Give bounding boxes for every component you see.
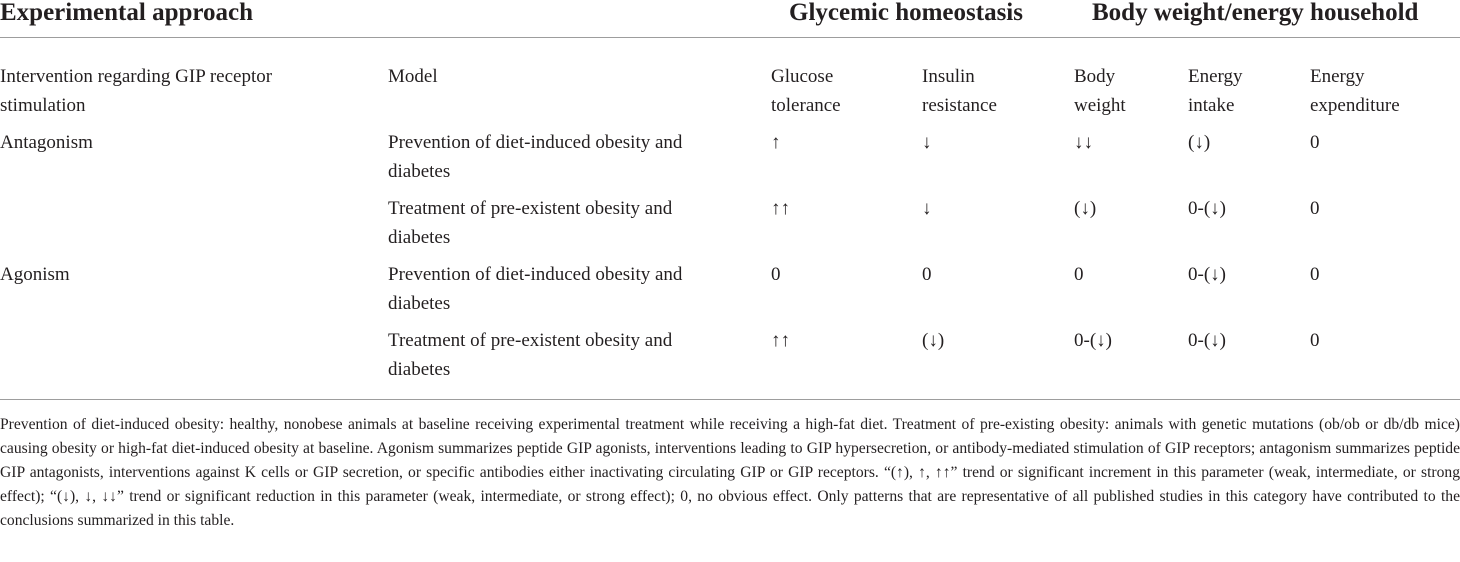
cell-energy-expenditure: 0 (1310, 132, 1320, 153)
cell-model: Treatment of pre-existent obesity and diabetes (388, 330, 673, 380)
cell-insulin-resistance: ↓ (922, 198, 932, 219)
cell-glucose-tolerance: 0 (771, 264, 781, 285)
section-header-row (0, 0, 1460, 36)
cell-model: Prevention of diet-induced obesity and diabetes (388, 264, 683, 314)
cell-body-weight: (↓) (1074, 198, 1097, 219)
cell-intervention: Agonism (0, 264, 70, 285)
cell-energy-expenditure: 0 (1310, 330, 1320, 351)
column-header-intervention: Intervention regarding GIP receptor stimulation (0, 66, 273, 116)
cell-model: Prevention of diet-induced obesity and diabetes (388, 132, 683, 182)
cell-body-weight: 0 (1074, 264, 1084, 285)
cell-energy-expenditure: 0 (1310, 264, 1320, 285)
cell-energy-intake: 0-(↓) (1188, 198, 1226, 219)
cell-insulin-resistance: (↓) (922, 330, 945, 351)
cell-energy-intake: (↓) (1188, 132, 1211, 153)
table-bottom-divider (0, 399, 1460, 400)
cell-glucose-tolerance: ↑ (771, 132, 781, 153)
cell-insulin-resistance: 0 (922, 264, 932, 285)
section-body-weight-energy: Body weight/energy household (1092, 0, 1419, 26)
cell-intervention: Antagonism (0, 132, 93, 153)
table-footnote: Prevention of diet-induced obesity: healthy, nonobese animals at baseline receiving experimental treatment while receiving a high-fat diet. Treatment of pre-existing obesity: animals with genetic mutations (ob/ob or db/db mice) causing obesity or high-fat diet-induced obesity at baseline. Agonism summarizes peptide GIP agonists, interventions leading to GIP hypersecretion, or antibody-mediated stimulation of GIP receptors; antagonism summarizes peptide GIP antagonists, interventions against K cells or GIP secretion, or specific antibodies either inactivating circulating GIP or GIP receptors. “(↑), ↑, ↑↑” trend or significant increment in this parameter (weak, intermediate, or strong effect); “(↓), ↓, ↓↓” trend or significant reduction in this parameter (weak, intermediate, or strong effect); 0, no obvious effect. Only patterns that are representative of all published studies in this category have contributed to the conclusions summarized in this table. (0, 416, 1460, 529)
cell-energy-expenditure: 0 (1310, 198, 1320, 219)
header-divider (0, 37, 1460, 38)
column-header-glucose-tolerance: Glucose tolerance (771, 66, 841, 116)
cell-energy-intake: 0-(↓) (1188, 330, 1226, 351)
cell-body-weight: ↓↓ (1074, 132, 1093, 153)
cell-glucose-tolerance: ↑↑ (771, 198, 790, 219)
column-header-body-weight: Body weight (1074, 66, 1126, 116)
section-glycemic-homeostasis: Glycemic homeostasis (789, 0, 1023, 26)
column-header-energy-intake: Energy intake (1188, 66, 1243, 116)
cell-insulin-resistance: ↓ (922, 132, 932, 153)
cell-glucose-tolerance: ↑↑ (771, 330, 790, 351)
column-header-insulin-resistance: Insulin resistance (922, 66, 997, 116)
cell-body-weight: 0-(↓) (1074, 330, 1112, 351)
column-header-model: Model (388, 66, 438, 87)
cell-energy-intake: 0-(↓) (1188, 264, 1226, 285)
column-header-energy-expenditure: Energy expenditure (1310, 66, 1400, 116)
cell-model: Treatment of pre-existent obesity and diabetes (388, 198, 673, 248)
section-experimental-approach: Experimental approach (0, 0, 254, 26)
